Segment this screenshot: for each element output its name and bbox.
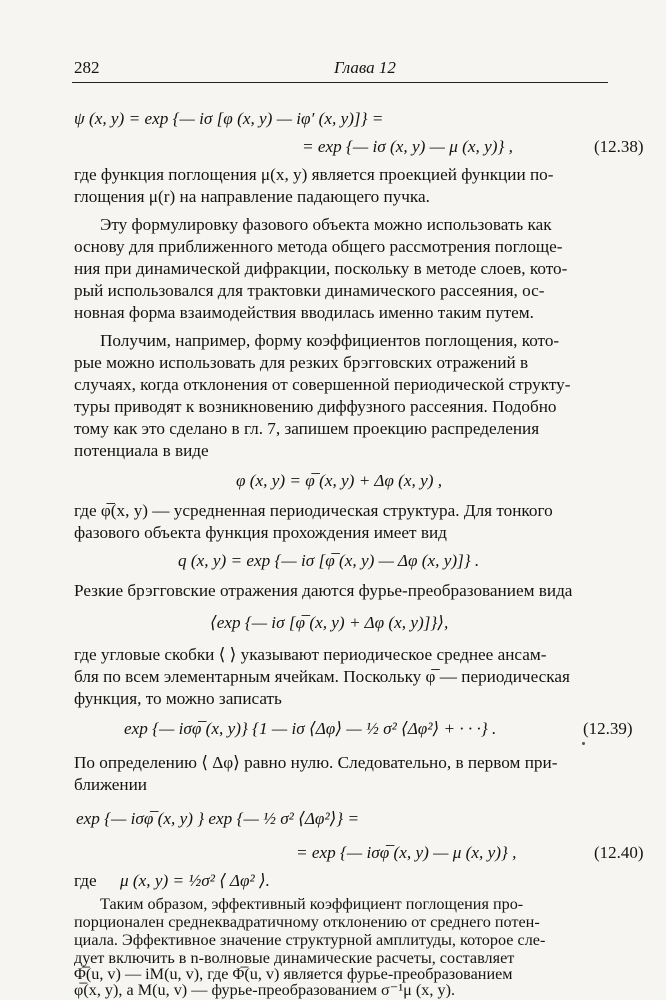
text-line: где φ̅(x, y) — усредненная периодическая структура. Для тонкого bbox=[74, 501, 553, 520]
text-line: туры приводят к возникновению диффузного рассеяния. Подобно bbox=[74, 397, 557, 416]
equation-number: (12.39) bbox=[583, 719, 633, 738]
text-line: циала. Эффективное значение структурной амплитуды, которое сле- bbox=[74, 931, 546, 949]
text-line: случаях, когда отклонения от совершенной периодической структу- bbox=[74, 375, 571, 394]
equation-12-38-line1: ψ (x, y) = exp {— iσ [φ (x, y) — iφ′ (x, y)]} = bbox=[74, 109, 384, 128]
equation-12-39: exp {— iσφ̅ (x, y)} {1 — iσ ⟨Δφ⟩ — ½ σ² ⟨Δφ²⟩ + · · ·} . bbox=[124, 719, 497, 738]
text-line: Φ̅(u, v) — iM(u, v), где Φ̅(u, v) является фурье-преобразованием bbox=[74, 965, 513, 983]
text-line: По определению ⟨ Δφ⟩ равно нулю. Следовательно, в первом при- bbox=[74, 753, 558, 772]
equation-number: (12.40) bbox=[594, 843, 644, 862]
equation-bragg-average: ⟨exp {— iσ [φ̅ (x, y) + Δφ (x, y)]}⟩, bbox=[210, 613, 449, 632]
text-line: Таким образом, эффективный коэффициент поглощения про- bbox=[100, 895, 524, 913]
text-line: фазового объекта функция прохождения имеет вид bbox=[74, 523, 447, 542]
text-line: рый использовался для трактовки динамического рассеяния, ос- bbox=[74, 281, 545, 300]
equation-12-40-line2: = exp {— iσφ̅ (x, y) — μ (x, y)} , bbox=[296, 843, 517, 862]
text-line: дует включить в n-волновые динамические расчеты, составляет bbox=[74, 949, 515, 967]
text-line: где функция поглощения μ(x, y) является проекцией функции по- bbox=[74, 165, 554, 184]
chapter-title: Глава 12 bbox=[334, 58, 396, 77]
text-line: глощения μ(r) на направление падающего пучка. bbox=[74, 187, 430, 206]
text-line: ближении bbox=[74, 775, 147, 794]
text-line: новная форма взаимодействия вводилась именно таким путем. bbox=[74, 303, 534, 322]
running-header bbox=[74, 58, 606, 84]
text-line: Эту формулировку фазового объекта можно использовать как bbox=[100, 215, 552, 234]
text-line: где угловые скобки ⟨ ⟩ указывают периодическое среднее ансам- bbox=[74, 645, 547, 664]
equation-12-40-line1: exp {— iσφ̅ (x, y) } exp {— ½ σ² ⟨Δφ²⟩} = bbox=[76, 809, 360, 828]
text-line: Резкие брэгговские отражения даются фурье-преобразованием вида bbox=[74, 581, 573, 600]
equation-mu-definition: μ (x, y) = ½σ² ⟨ Δφ² ⟩. bbox=[120, 871, 270, 890]
equation-number: (12.38) bbox=[594, 137, 644, 156]
text-line: φ̅(x, y), а M(u, v) — фурье-преобразованием σ⁻¹μ (x, y). bbox=[74, 981, 456, 999]
text-line: бля по всем элементарным ячейкам. Поскольку φ̅ — периодическая bbox=[74, 667, 570, 686]
equation-transmission: q (x, y) = exp {— iσ [φ̅ (x, y) — Δφ (x, y)]} . bbox=[178, 551, 480, 570]
text-line: где bbox=[74, 871, 97, 890]
page-number: 282 bbox=[74, 58, 100, 77]
text-line: рые можно использовать для резких брэгговских отражений в bbox=[74, 353, 529, 372]
text-line: Получим, например, форму коэффициентов поглощения, кото- bbox=[100, 331, 560, 350]
header-rule bbox=[72, 82, 608, 83]
equation-phi-decomposition: φ (x, y) = φ̅ (x, y) + Δφ (x, y) , bbox=[236, 471, 443, 490]
equation-12-38-line2: = exp {— iσ (x, y) — μ (x, y)} , bbox=[302, 137, 513, 156]
text-line: порционален среднеквадратичному отклонению от среднего потен- bbox=[74, 913, 540, 931]
text-line: потенциала в виде bbox=[74, 441, 209, 460]
text-line: тому как это сделано в гл. 7, запишем проекцию распределения bbox=[74, 419, 540, 438]
text-line: функция, то можно записать bbox=[74, 689, 282, 708]
text-line: основу для приближенного метода общего рассмотрения поглоще- bbox=[74, 237, 563, 256]
text-line: ния при динамической дифракции, поскольку в методе слоев, кото- bbox=[74, 259, 568, 278]
print-speck bbox=[582, 742, 585, 745]
